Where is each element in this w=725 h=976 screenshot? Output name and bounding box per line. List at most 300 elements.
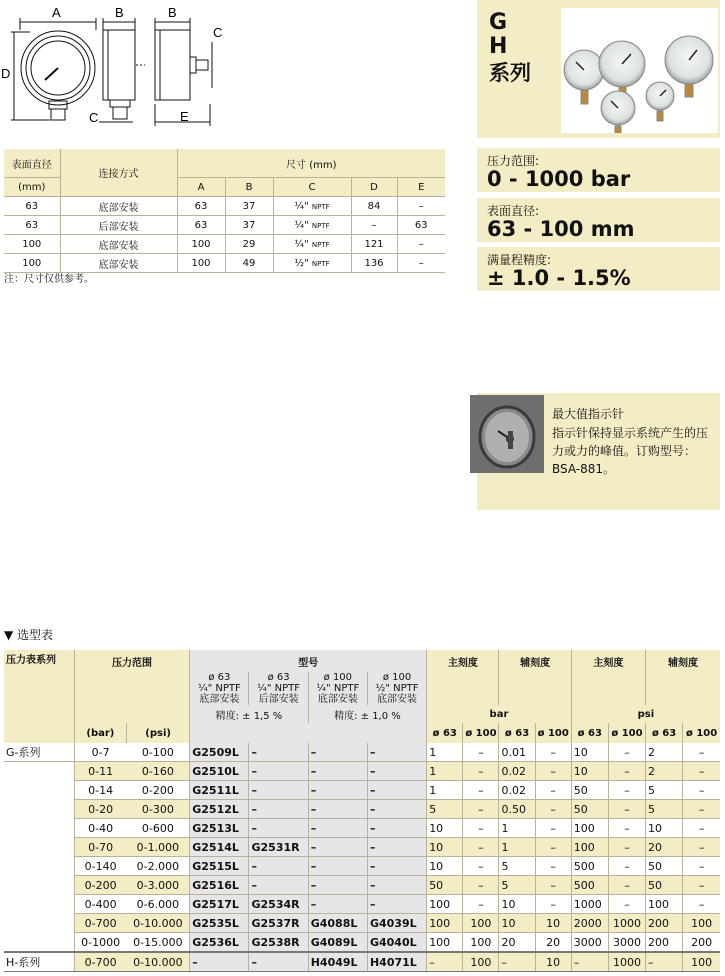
cell-model-100-quarter: –	[308, 781, 367, 800]
cell-bar-sub-100: –	[535, 781, 571, 800]
cell-model-63-rear: –	[249, 876, 308, 895]
cell-bar-main-100: –	[463, 876, 499, 895]
cell-range-psi: 0-1.000	[127, 838, 190, 857]
bar-unit-header: bar	[427, 705, 572, 723]
cell-c	[273, 254, 351, 273]
cell-b: 37	[225, 197, 273, 216]
cell-bar-sub-100: 10	[535, 914, 571, 933]
cell-psi-sub-63: 10	[646, 819, 683, 838]
table-row	[4, 800, 720, 819]
cell-psi-sub-63: 2	[646, 743, 683, 762]
mount-header: 连接方式	[60, 149, 177, 197]
cell-mount: 后部安装	[60, 216, 177, 235]
thread-size: ½"	[294, 257, 309, 269]
bar-sub-100: ø 100	[535, 723, 571, 743]
cell-psi-sub-100: –	[683, 857, 720, 876]
bar-main-63: ø 63	[427, 723, 463, 743]
gauges-illustration	[561, 8, 718, 133]
cell-psi-sub-100: –	[683, 800, 720, 819]
cell-model-100-half: –	[367, 781, 426, 800]
cell-bar-sub-63: 0.02	[499, 781, 535, 800]
table-row	[4, 743, 720, 762]
cell-range-bar: 0-14	[74, 781, 126, 800]
cell-e: –	[397, 254, 445, 273]
thread-size: ¼"	[294, 219, 309, 231]
table-row	[4, 197, 445, 216]
cell-psi-main-63: 100	[571, 819, 608, 838]
model-col-100-half	[367, 672, 426, 705]
cell-e: –	[397, 197, 445, 216]
selection-table	[4, 650, 720, 972]
cell-series: H-系列	[4, 952, 74, 972]
bar-sub-scale-header: 辅刻度	[499, 650, 571, 705]
cell-psi-sub-100: –	[683, 762, 720, 781]
cell-psi-sub-63: 2	[646, 762, 683, 781]
cell-mount: 底部安装	[60, 235, 177, 254]
cell-bar-main-100: –	[463, 838, 499, 857]
cell-series	[4, 895, 74, 914]
cell-bar-main-100: 100	[463, 914, 499, 933]
cell-psi-main-63: 10	[571, 743, 608, 762]
cell-model-63-rear: –	[249, 819, 308, 838]
cell-d: –	[351, 216, 397, 235]
spec-label: 表面直径:	[487, 204, 540, 218]
cell-range-psi: 0-100	[127, 743, 190, 762]
cell-bar-main-100: 100	[463, 933, 499, 953]
cell-model-100-quarter: G4089L	[308, 933, 367, 953]
table-row	[4, 914, 720, 933]
cell-e: –	[397, 235, 445, 254]
cell-bar-main-100: 100	[463, 952, 499, 972]
accuracy-63: 精度: ± 1,5 %	[190, 705, 308, 723]
cell-psi-sub-100: 200	[683, 933, 720, 953]
cell-bar-sub-63: 5	[499, 876, 535, 895]
cell-bar-sub-100: 20	[535, 933, 571, 953]
cell-bar-sub-63: 0.50	[499, 800, 535, 819]
cell-bar-sub-63: 1	[499, 819, 535, 838]
accuracy-100: 精度: ± 1,0 %	[308, 705, 426, 723]
cell-dia: 63	[4, 216, 60, 235]
cell-range-psi: 0-15.000	[127, 933, 190, 953]
cell-mount: 底部安装	[60, 197, 177, 216]
bar-main-scale-header: 主刻度	[427, 650, 499, 705]
cell-model-63-bottom: G2516L	[190, 876, 249, 895]
model-col-conn: ¼" NPTF	[197, 683, 241, 694]
table-row	[4, 952, 720, 972]
cell-psi-sub-100: –	[683, 743, 720, 762]
cell-range-bar: 0-400	[74, 895, 126, 914]
cell-series	[4, 876, 74, 895]
model-col-dia: ø 63	[208, 672, 231, 683]
cell-bar-main-63: 10	[427, 838, 463, 857]
cell-model-100-quarter: –	[308, 762, 367, 781]
cell-psi-main-100: –	[608, 762, 645, 781]
cell-range-psi: 0-600	[127, 819, 190, 838]
cell-psi-main-63: 500	[571, 857, 608, 876]
spec-label: 压力范围:	[487, 154, 540, 168]
cell-model-63-bottom: G2514L	[190, 838, 249, 857]
cell-bar-sub-100: –	[535, 895, 571, 914]
cell-a: 63	[177, 197, 225, 216]
spec-value: 0 - 1000 bar	[487, 167, 631, 191]
front-view-drawing	[11, 18, 96, 120]
series-letter-h: H	[489, 34, 508, 59]
cell-range-bar: 0-700	[74, 914, 126, 933]
cell-model-63-rear: –	[249, 857, 308, 876]
cell-model-63-rear: –	[249, 743, 308, 762]
model-spacer	[190, 723, 427, 743]
cell-model-63-bottom: G2536L	[190, 933, 249, 953]
cell-model-63-rear: G2538R	[249, 933, 308, 953]
cell-psi-main-63: 1000	[571, 895, 608, 914]
table-row	[4, 857, 720, 876]
cell-psi-main-100: –	[608, 800, 645, 819]
cell-model-63-bottom: –	[190, 952, 249, 972]
psi-sub-scale-header: 辅刻度	[646, 650, 720, 705]
model-col-mount: 底部安装	[199, 694, 240, 705]
cell-bar-sub-100: –	[535, 743, 571, 762]
thread-type: NPTF	[311, 240, 330, 249]
cell-psi-main-100: 1000	[608, 914, 645, 933]
cell-psi-main-63: 2000	[571, 914, 608, 933]
dim-label-e: E	[180, 109, 189, 124]
psi-col-header: (psi)	[127, 723, 190, 743]
cell-psi-sub-63: 5	[646, 800, 683, 819]
cell-c	[273, 235, 351, 254]
cell-series	[4, 857, 74, 876]
cell-psi-sub-100: –	[683, 819, 720, 838]
cell-a: 100	[177, 254, 225, 273]
cell-d: 121	[351, 235, 397, 254]
table-row	[4, 933, 720, 953]
series-col-header: 压力表系列	[4, 650, 74, 723]
dimension-note: 注：尺寸仅供参考。	[4, 274, 94, 285]
cell-psi-main-100: –	[608, 857, 645, 876]
cell-bar-main-63: 10	[427, 857, 463, 876]
bar-sub-63: ø 63	[499, 723, 535, 743]
cell-range-bar: 0-140	[74, 857, 126, 876]
cell-b: 37	[225, 216, 273, 235]
cell-model-100-half: –	[367, 857, 426, 876]
cell-model-100-quarter: –	[308, 895, 367, 914]
table-row	[4, 876, 720, 895]
psi-unit-header: psi	[571, 705, 720, 723]
cell-range-psi: 0-200	[127, 781, 190, 800]
table-row	[4, 838, 720, 857]
cell-model-63-rear: G2534R	[249, 895, 308, 914]
cell-bar-main-63: 10	[427, 819, 463, 838]
cell-model-63-bottom: G2511L	[190, 781, 249, 800]
spec-pressure-range	[477, 148, 720, 192]
table-row	[4, 216, 445, 235]
cell-series	[4, 800, 74, 819]
dimension-drawings	[0, 0, 245, 135]
spec-value: 63 - 100 mm	[487, 217, 635, 241]
cell-range-bar: 0-1000	[74, 933, 126, 953]
cell-psi-main-63: 50	[571, 800, 608, 819]
model-col-63-bottom	[190, 672, 249, 705]
cell-psi-main-100: 3000	[608, 933, 645, 953]
cell-series	[4, 781, 74, 800]
cell-psi-sub-100: 100	[683, 914, 720, 933]
cell-psi-sub-63: 50	[646, 857, 683, 876]
cell-model-100-half: –	[367, 819, 426, 838]
cell-psi-sub-100: –	[683, 876, 720, 895]
cell-bar-main-63: 1	[427, 762, 463, 781]
table-row	[4, 781, 720, 800]
series-col-spacer	[4, 723, 74, 743]
selection-table-body	[4, 743, 720, 972]
cell-range-bar: 0-70	[74, 838, 126, 857]
cell-bar-sub-100: –	[535, 800, 571, 819]
model-col-63-rear	[249, 672, 308, 705]
table-row	[4, 235, 445, 254]
cell-b: 49	[225, 254, 273, 273]
cell-psi-sub-100: –	[683, 895, 720, 914]
cell-model-63-bottom: G2517L	[190, 895, 249, 914]
cell-dia: 63	[4, 197, 60, 216]
cell-model-63-rear: –	[249, 781, 308, 800]
range-col-header: 压力范围	[74, 650, 189, 723]
cell-model-100-quarter: –	[308, 800, 367, 819]
thread-size: ¼"	[294, 238, 309, 250]
thread-size: ¼"	[294, 200, 309, 212]
cell-psi-main-63: 100	[571, 838, 608, 857]
cell-psi-sub-63: 20	[646, 838, 683, 857]
cell-series	[4, 762, 74, 781]
cell-psi-main-63: 500	[571, 876, 608, 895]
cell-model-100-half: G4039L	[367, 914, 426, 933]
spec-face-diameter	[477, 198, 720, 242]
series-label: 系列	[489, 61, 531, 85]
cell-model-63-bottom: G2535L	[190, 914, 249, 933]
cell-bar-main-63: 1	[427, 781, 463, 800]
cell-a: 100	[177, 235, 225, 254]
cell-bar-sub-100: –	[535, 819, 571, 838]
cell-model-100-half: H4071L	[367, 952, 426, 972]
table-row	[4, 895, 720, 914]
cell-model-100-half: –	[367, 895, 426, 914]
psi-main-63: ø 63	[571, 723, 608, 743]
cell-psi-main-100: 1000	[608, 952, 645, 972]
cell-psi-sub-100: –	[683, 838, 720, 857]
cell-bar-sub-100: –	[535, 762, 571, 781]
cell-model-100-quarter: H4049L	[308, 952, 367, 972]
peak-indicator-illustration	[470, 395, 544, 473]
cell-c	[273, 197, 351, 216]
cell-model-100-quarter: –	[308, 743, 367, 762]
cell-range-psi: 0-10.000	[127, 914, 190, 933]
cell-bar-main-100: –	[463, 800, 499, 819]
model-col-conn: ¼" NPTF	[257, 683, 301, 694]
model-col-mount: 后部安装	[258, 694, 299, 705]
model-col-header: 型号	[190, 650, 427, 672]
cell-range-bar: 0-40	[74, 819, 126, 838]
cell-range-psi: 0-3.000	[127, 876, 190, 895]
dim-label-a: A	[52, 5, 61, 20]
cell-bar-sub-100: –	[535, 876, 571, 895]
cell-psi-main-100: –	[608, 838, 645, 857]
col-b-header: B	[225, 178, 273, 197]
cell-bar-sub-100: –	[535, 857, 571, 876]
cell-dia: 100	[4, 235, 60, 254]
cell-b: 29	[225, 235, 273, 254]
cell-bar-main-100: –	[463, 781, 499, 800]
dim-label-c: C	[213, 25, 223, 40]
cell-d: 84	[351, 197, 397, 216]
psi-sub-100: ø 100	[683, 723, 720, 743]
table-row	[4, 762, 720, 781]
model-col-dia: ø 100	[323, 672, 353, 683]
cell-range-psi: 0-300	[127, 800, 190, 819]
cell-model-100-half: –	[367, 800, 426, 819]
cell-psi-sub-100: 100	[683, 952, 720, 972]
cell-model-100-half: G4040L	[367, 933, 426, 953]
cell-model-63-rear: –	[249, 952, 308, 972]
cell-range-psi: 0-6.000	[127, 895, 190, 914]
psi-sub-63: ø 63	[646, 723, 683, 743]
cell-bar-main-100: –	[463, 857, 499, 876]
cell-bar-sub-63: 1	[499, 838, 535, 857]
cell-bar-sub-63: 10	[499, 914, 535, 933]
cell-range-bar: 0-7	[74, 743, 126, 762]
cell-bar-sub-63: 20	[499, 933, 535, 953]
cell-model-100-quarter: –	[308, 857, 367, 876]
dimension-table	[4, 149, 445, 273]
cell-series	[4, 914, 74, 933]
dim-label-c2: C	[89, 110, 99, 125]
peak-indicator-photo	[470, 395, 544, 473]
cell-bar-sub-100: 10	[535, 952, 571, 972]
cell-range-bar: 0-200	[74, 876, 126, 895]
cell-d: 136	[351, 254, 397, 273]
bar-col-header: (bar)	[74, 723, 126, 743]
face-dia-header: 表面直径	[4, 149, 60, 178]
cell-range-psi: 0-160	[127, 762, 190, 781]
cell-model-63-rear: –	[249, 800, 308, 819]
cell-model-100-half: –	[367, 838, 426, 857]
cell-bar-main-63: 1	[427, 743, 463, 762]
cell-model-63-bottom: G2510L	[190, 762, 249, 781]
cell-model-100-quarter: –	[308, 876, 367, 895]
cell-c	[273, 216, 351, 235]
cell-bar-sub-63: 10	[499, 895, 535, 914]
cell-model-63-rear: G2531R	[249, 838, 308, 857]
cell-bar-sub-63: 5	[499, 857, 535, 876]
cell-model-100-half: –	[367, 876, 426, 895]
cell-bar-main-63: 100	[427, 914, 463, 933]
cell-bar-main-63: –	[427, 952, 463, 972]
peak-indicator-text: 指示针保持显示系统产生的压力或力的峰值。订购型号：BSA-881。	[552, 426, 709, 476]
psi-main-scale-header: 主刻度	[571, 650, 645, 705]
thread-type: NPTF	[311, 259, 330, 268]
cell-psi-main-100: –	[608, 743, 645, 762]
cell-psi-sub-63: 200	[646, 914, 683, 933]
cell-bar-main-100: –	[463, 895, 499, 914]
model-col-dia: ø 63	[267, 672, 290, 683]
series-letter-g: G	[489, 10, 508, 35]
model-col-mount: 底部安装	[377, 694, 418, 705]
cell-dia: 100	[4, 254, 60, 273]
cell-range-psi: 0-2.000	[127, 857, 190, 876]
bottom-mount-side-drawing	[99, 18, 145, 122]
cell-bar-main-63: 50	[427, 876, 463, 895]
cell-bar-main-100: –	[463, 819, 499, 838]
spec-value: ± 1.0 - 1.5%	[487, 266, 631, 290]
model-col-conn: ½" NPTF	[375, 683, 419, 694]
cell-range-psi: 0-10.000	[127, 952, 190, 972]
cell-bar-main-63: 100	[427, 895, 463, 914]
col-a-header: A	[177, 178, 225, 197]
cell-series	[4, 819, 74, 838]
thread-type: NPTF	[311, 221, 330, 230]
cell-model-63-rear: –	[249, 762, 308, 781]
spec-accuracy	[477, 247, 720, 291]
dim-label-b: B	[115, 5, 124, 20]
cell-model-63-bottom: G2515L	[190, 857, 249, 876]
cell-bar-sub-63: 0.02	[499, 762, 535, 781]
cell-model-63-bottom: G2509L	[190, 743, 249, 762]
cell-model-100-half: –	[367, 762, 426, 781]
cell-psi-sub-63: 5	[646, 781, 683, 800]
face-dia-unit: (mm)	[4, 178, 60, 197]
cell-psi-main-100: –	[608, 781, 645, 800]
peak-indicator-title: 最大值指示针	[552, 407, 625, 421]
cell-model-63-rear: G2537R	[249, 914, 308, 933]
table-row	[4, 819, 720, 838]
cell-a: 63	[177, 216, 225, 235]
cell-model-100-quarter: –	[308, 838, 367, 857]
cell-e: 63	[397, 216, 445, 235]
cell-psi-main-63: 10	[571, 762, 608, 781]
col-d-header: D	[351, 178, 397, 197]
bar-main-100: ø 100	[463, 723, 499, 743]
cell-range-bar: 0-11	[74, 762, 126, 781]
cell-psi-main-63: 3000	[571, 933, 608, 953]
cell-model-63-bottom: G2513L	[190, 819, 249, 838]
cell-bar-sub-63: –	[499, 952, 535, 972]
cell-model-100-quarter: –	[308, 819, 367, 838]
cell-psi-main-100: –	[608, 895, 645, 914]
dim-label-d: D	[1, 66, 11, 81]
dim-label-b2: B	[168, 5, 177, 20]
col-c-header: C	[273, 178, 351, 197]
cell-psi-sub-63: 100	[646, 895, 683, 914]
cell-model-100-half: –	[367, 743, 426, 762]
cell-psi-sub-63: –	[646, 952, 683, 972]
cell-series: G-系列	[4, 743, 74, 762]
cell-bar-main-63: 100	[427, 933, 463, 953]
model-col-100-quarter	[308, 672, 367, 705]
gauges-photo	[561, 8, 718, 133]
psi-main-100: ø 100	[608, 723, 645, 743]
cell-range-bar: 0-20	[74, 800, 126, 819]
selection-table-title: ▼ 选型表	[4, 628, 54, 642]
cell-psi-sub-63: 50	[646, 876, 683, 895]
cell-series	[4, 933, 74, 953]
cell-psi-sub-63: 200	[646, 933, 683, 953]
cell-model-63-bottom: G2512L	[190, 800, 249, 819]
cell-bar-main-63: 5	[427, 800, 463, 819]
cell-psi-main-63: –	[571, 952, 608, 972]
cell-mount: 底部安装	[60, 254, 177, 273]
cell-range-bar: 0-700	[74, 952, 126, 972]
thread-type: NPTF	[311, 202, 330, 211]
model-col-conn: ¼" NPTF	[316, 683, 360, 694]
col-e-header: E	[397, 178, 445, 197]
cell-psi-main-100: –	[608, 876, 645, 895]
model-col-mount: 底部安装	[317, 694, 358, 705]
